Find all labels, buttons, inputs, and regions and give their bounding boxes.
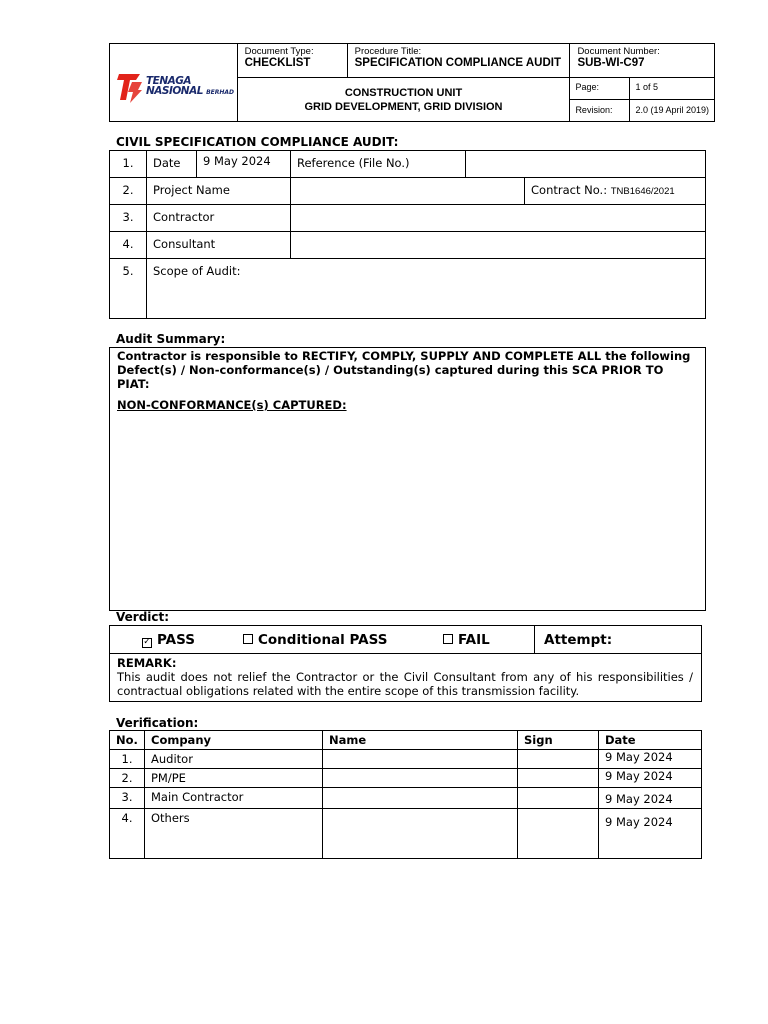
name-cell[interactable] bbox=[323, 750, 518, 769]
checked-checkbox-icon[interactable]: ✓ bbox=[143, 637, 151, 647]
revision-value: 2.0 (19 April 2019) bbox=[635, 105, 709, 115]
doc-number-label: Document Number: bbox=[577, 46, 660, 57]
sign-cell[interactable] bbox=[518, 788, 599, 809]
contractor-value[interactable] bbox=[291, 205, 706, 232]
verdict-option-pass[interactable] bbox=[142, 632, 195, 648]
contract-value: TNB1646/2021 bbox=[610, 186, 675, 197]
consultant-value[interactable] bbox=[291, 232, 706, 259]
checkbox-icon[interactable] bbox=[443, 634, 453, 644]
verification-title: Verification: bbox=[116, 716, 199, 730]
proc-title-cell bbox=[347, 44, 570, 78]
reference-label: Reference (File No.) bbox=[291, 151, 466, 178]
company-cell: Auditor bbox=[145, 750, 323, 769]
doc-number-cell bbox=[570, 44, 715, 78]
table-row bbox=[110, 769, 702, 788]
column-header: Company bbox=[145, 731, 323, 750]
remark-text: This audit does not relief the Contractor or the Civil Consultant from any of his responsibilities / contractual obligations related with the entire scope of this transmission facility. bbox=[117, 670, 693, 698]
row-number: 2. bbox=[110, 769, 145, 788]
conditional-pass-label: Conditional PASS bbox=[258, 632, 388, 648]
date-value[interactable]: 9 May 2024 bbox=[197, 151, 291, 178]
contract-cell[interactable] bbox=[525, 178, 706, 205]
date-cell[interactable]: 9 May 2024 bbox=[599, 788, 702, 809]
row-number: 3. bbox=[110, 205, 147, 232]
contract-label: Contract No.: bbox=[531, 183, 608, 197]
project-name-value[interactable] bbox=[291, 178, 525, 205]
pass-label: PASS bbox=[157, 632, 195, 648]
attempt-label: Attempt: bbox=[544, 632, 613, 648]
column-header: Sign bbox=[518, 731, 599, 750]
scope-of-audit-label: Scope of Audit: bbox=[153, 264, 241, 278]
doc-type-label: Document Type: bbox=[244, 46, 314, 57]
company-cell: Main Contractor bbox=[145, 788, 323, 809]
date-cell[interactable]: 9 May 2024 bbox=[599, 809, 702, 859]
logo-text: TENAGA NASIONAL BERHAD bbox=[146, 75, 235, 97]
date-cell[interactable]: 9 May 2024 bbox=[599, 769, 702, 788]
sign-cell[interactable] bbox=[518, 769, 599, 788]
logo-cell bbox=[110, 44, 238, 122]
unit-line1: CONSTRUCTION UNIT bbox=[344, 86, 463, 99]
page-revision-cell bbox=[570, 78, 715, 122]
verdict-option-conditional-pass[interactable] bbox=[243, 632, 387, 648]
contractor-label: Contractor bbox=[147, 205, 291, 232]
table-row bbox=[110, 232, 706, 259]
table-row bbox=[110, 259, 706, 319]
table-row bbox=[110, 750, 702, 769]
non-conformance-title: NON-CONFORMANCE(s) CAPTURED: bbox=[117, 398, 347, 412]
unit-line2: GRID DEVELOPMENT, GRID DIVISION bbox=[304, 100, 503, 113]
row-number: 2. bbox=[110, 178, 147, 205]
project-name-label: Project Name bbox=[147, 178, 291, 205]
row-number: 1. bbox=[110, 750, 145, 769]
doc-type-cell bbox=[237, 44, 347, 78]
remark-title: REMARK: bbox=[117, 656, 177, 670]
column-header: No. bbox=[110, 731, 145, 750]
table-row bbox=[110, 178, 706, 205]
verification-table bbox=[109, 730, 702, 859]
doc-type-value: CHECKLIST bbox=[244, 57, 311, 69]
table-row bbox=[110, 151, 706, 178]
summary-text: Contractor is responsible to RECTIFY, COMPLY, SUPPLY AND COMPLETE ALL the following Defect(s) / Non-conformance(s) / Outstanding(s) captured during this SCA PRIOR TO PIAT: bbox=[117, 349, 691, 391]
table-row bbox=[110, 788, 702, 809]
row-number: 3. bbox=[110, 788, 145, 809]
audit-summary-title: Audit Summary: bbox=[116, 332, 226, 346]
reference-value[interactable] bbox=[466, 151, 706, 178]
sign-cell[interactable] bbox=[518, 809, 599, 859]
proc-title-label: Procedure Title: bbox=[354, 46, 422, 57]
name-cell[interactable] bbox=[323, 769, 518, 788]
column-header: Name bbox=[323, 731, 518, 750]
proc-title-value: SPECIFICATION COMPLIANCE AUDIT bbox=[354, 57, 561, 69]
page-label: Page: bbox=[570, 78, 630, 99]
sign-cell[interactable] bbox=[518, 750, 599, 769]
verdict-title: Verdict: bbox=[116, 610, 170, 624]
row-number: 5. bbox=[110, 259, 147, 319]
unit-cell bbox=[237, 78, 570, 122]
date-label: Date bbox=[147, 151, 197, 178]
document-header bbox=[109, 43, 715, 122]
row-number: 4. bbox=[110, 232, 147, 259]
table-header-row bbox=[110, 731, 702, 750]
revision-label: Revision: bbox=[570, 100, 630, 121]
consultant-label: Consultant bbox=[147, 232, 291, 259]
attempt-divider bbox=[534, 626, 535, 654]
verdict-box bbox=[109, 625, 702, 702]
column-header: Date bbox=[599, 731, 702, 750]
verdict-options-row bbox=[110, 626, 701, 654]
company-cell: Others bbox=[145, 809, 323, 859]
scope-of-audit-field[interactable] bbox=[147, 259, 706, 319]
page-value: 1 of 5 bbox=[635, 82, 658, 92]
row-number: 1. bbox=[110, 151, 147, 178]
civil-title: CIVIL SPECIFICATION COMPLIANCE AUDIT: bbox=[116, 135, 399, 149]
verdict-option-fail[interactable] bbox=[443, 632, 490, 648]
name-cell[interactable] bbox=[323, 788, 518, 809]
date-cell[interactable]: 9 May 2024 bbox=[599, 750, 702, 769]
checkbox-icon[interactable] bbox=[243, 634, 253, 644]
table-row bbox=[110, 809, 702, 859]
table-row bbox=[110, 205, 706, 232]
civil-info-table bbox=[109, 150, 706, 319]
audit-summary-box[interactable] bbox=[109, 347, 706, 611]
row-number: 4. bbox=[110, 809, 145, 859]
name-cell[interactable] bbox=[323, 809, 518, 859]
company-cell: PM/PE bbox=[145, 769, 323, 788]
fail-label: FAIL bbox=[458, 632, 490, 648]
doc-number-value: SUB-WI-C97 bbox=[577, 57, 645, 69]
remark bbox=[117, 656, 693, 698]
